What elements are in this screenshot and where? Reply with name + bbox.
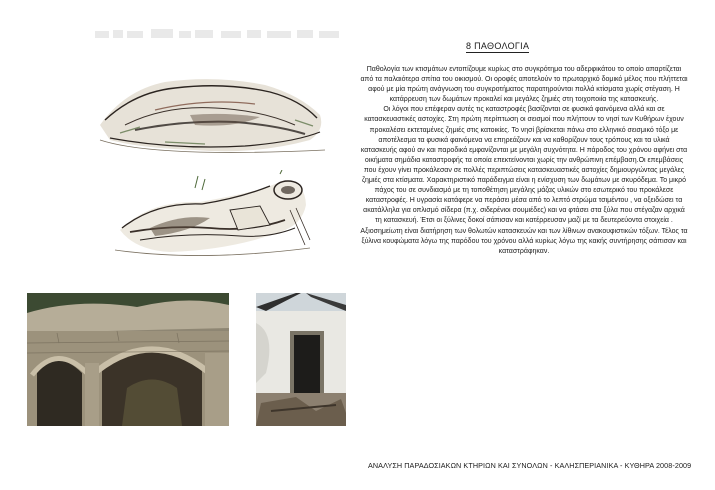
body-text: [360, 65, 688, 257]
stone-arches-photo: [27, 293, 229, 426]
paragraph-1: Παθολογία των κτισμάτων εντοπίζουμε κυρίως στο συγκρότημα του αδερφικάτου το οποίο απαρτίζεται από τα παλαιότερα σπίτια του οικισμού. Οι οροφές αποτελούν το πρωταρχικό δομικό μέλος που πλήττεται αφού με μία πρώτη ανάγνωση του συγκροτήματος παρατηρούνται πολλά κτίσματα χωρίς στέγαση. Η κατάρρευση των δωμάτων προκαλεί και μεγάλες ζημιές στη τοιχοποιία της κατασκευής.: [360, 66, 688, 104]
footer-caption: ΑΝΑΛΥΣΗ ΠΑΡΑΔΟΣΙΑΚΩΝ ΚΤΗΡΙΩΝ ΚΑΙ ΣΥΝΟΛΩΝ - ΚΑΛΗΣΠΕΡΙΑΝΙΚΑ - ΚΥΘΗΡΑ 2008-2009: [368, 461, 692, 470]
ruined-roof-sketch: [95, 70, 330, 160]
collapsed-structure-sketch: [110, 170, 315, 265]
ruined-doorway-photo: [256, 293, 346, 426]
page-title: 8 ΠΑΘΟΛΟΓΙΑ: [466, 41, 530, 51]
faint-background-title-art: [95, 25, 355, 43]
paragraph-2: Οι λόγοι που επέφεραν αυτές τις καταστροφές βασίζονται σε φυσικά φαινόμενα αλλά και σε κατασκευαστικές αστοχίες. Στη πρώτη περίπτωση οι σεισμοί που πλήττουν το νησί των Κυθήρων έχουν προκαλέσει εκτεταμένες ζημιές στις κατοικίες. Το νησί βρίσκεται πάνω στο ελληνικό σεισμικό τόξο με αποτέλεσμα τα φυσικά φαινόμενα να επηρεάζουν και να καθορίζουν τους τρόπους και τα υλικά κατασκευής αφού αν και παροδικά εμφανίζονται με μεγάλη συχνότητα. Η πάροδος του χρόνου αφήνει στα οικήματα σημάδια καταστροφής τα οποία επεκτείνονται χωρίς την ανθρώπινη επέμβαση.Οι επεμβάσεις που έχουν γίνει προκάλεσαν σε πολλές περιπτώσεις κατασκευαστικές αστοχίες δημιουργώντας μεγάλες ζημιές στα κτίσματα. Χαρακτηριστικό παράδειγμα είναι η ενίσχυση των δωμάτων με σκυρόδεμα. Το μικρό πάχος του σε συνδιασμό με τη τοποθέτηση μεγάλης μάζας υλικών στο εσωτερικό του προκάλεσε καταστροφές. Η υγρασία κατάφερε να περάσει μέσα από το λεπτό στρώμα τσιμέντου , να οξειδώσει τα ακατάλληλα για οπλισμό σίδερα (π.χ. σιδερένιοι σουμιέδες) και να φτάσει στα ξύλα που στέγαζαν αρχικά τη κατασκευή. Έτσι οι ξύλινες δοκοί σάπισαν και κατέρρευσαν μαζί με τα δευτερεύοντα στοιχεία . Αξιοσημείωτη είναι διατήρηση των θολωτών κατασκευών και των λίθινων ανακουφιστικών τόξων. Τέλος τα ξύλινα κουφώματα λόγω της παρόδου του χρόνου αλλά κυρίως λόγω της κακής συντήρησης σάπισαν και καταστράφηκαν.: [360, 106, 688, 255]
